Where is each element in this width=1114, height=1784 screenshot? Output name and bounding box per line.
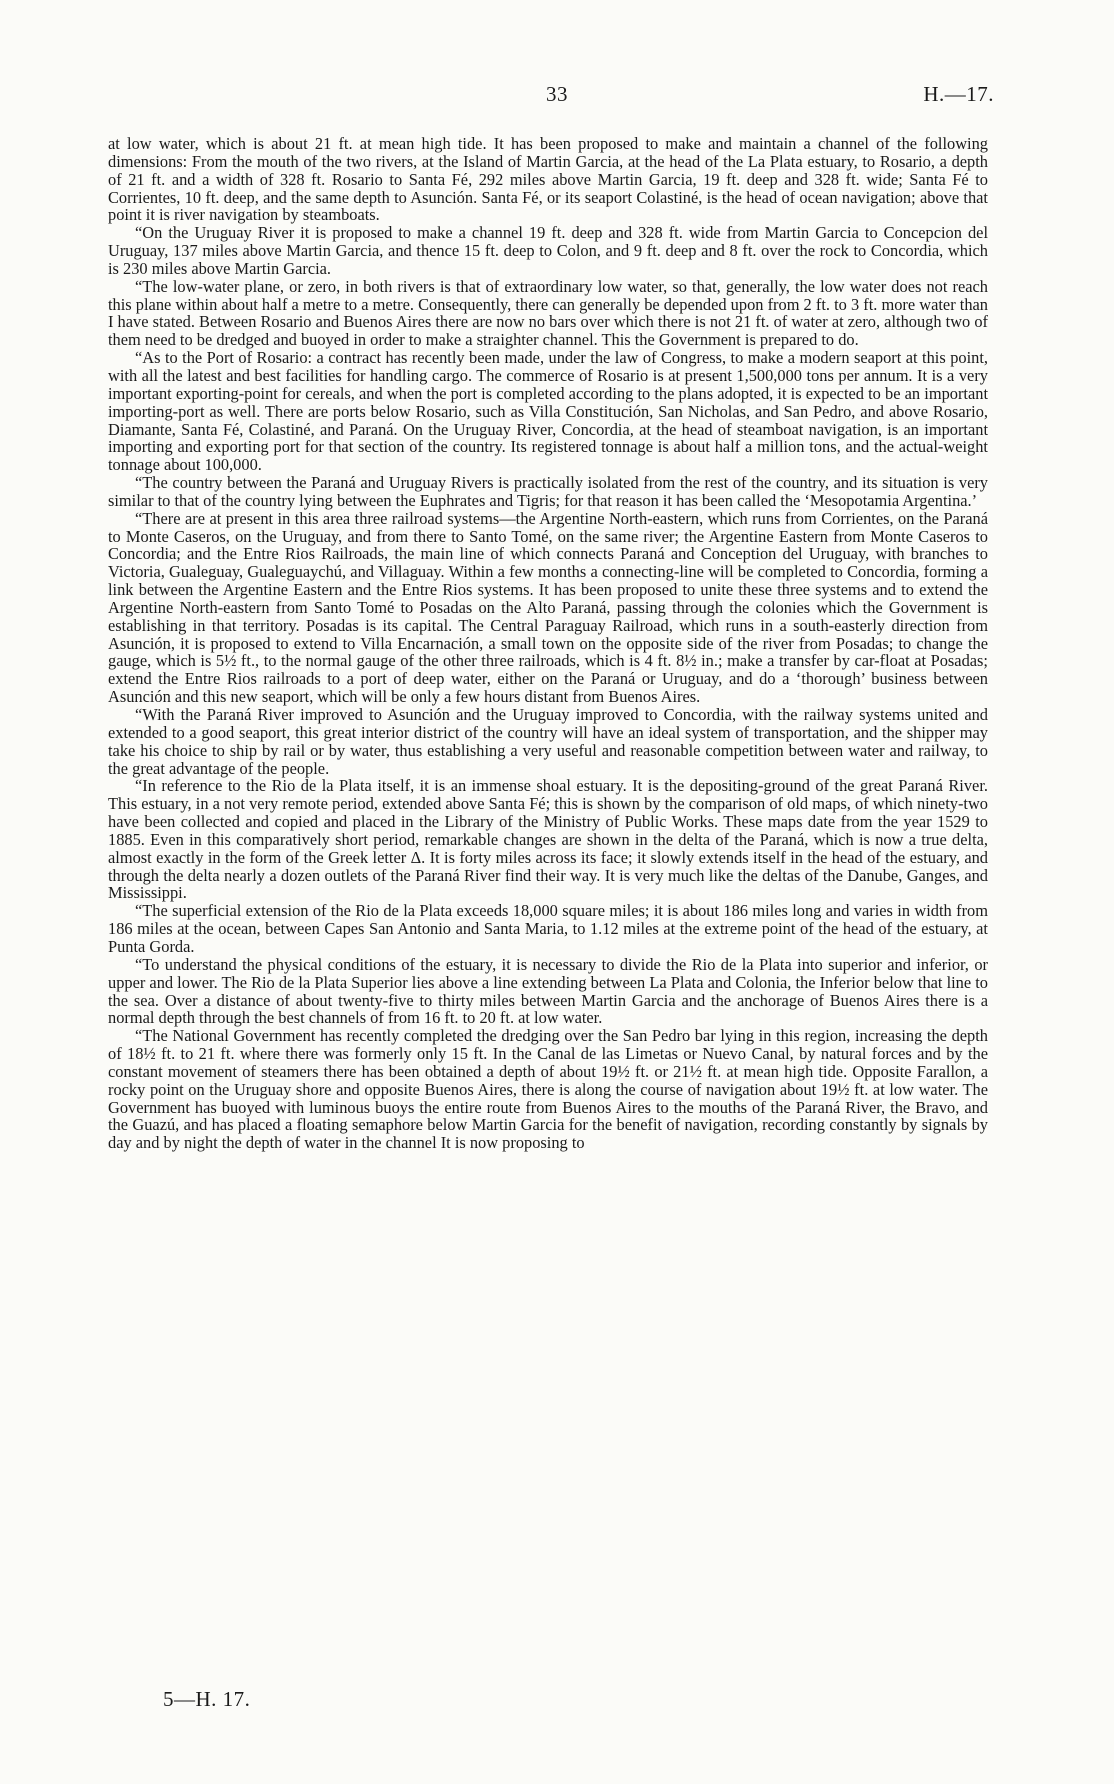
paragraph: “The National Government has recently completed the dredging over the San Pedro bar lying in this region, increasing the depth of 18½ ft. to 21 ft. where there was formerly only 15 ft. In the Canal de las Limetas or Nuevo Canal, by natural forces and by the constant movement of steamers there has been obtained a depth of about 19½ ft. or 21½ ft. at mean high tide. Opposite Farallon, a rocky point on the Uruguay shore and opposite Buenos Aires, there is along the course of navigation about 19½ ft. at low water. The Government has buoyed with luminous buoys the entire route from Buenos Aires to the mouths of the Paraná River, the Bravo, and the Guazú, and has placed a floating semaphore below Martin Garcia for the benefit of navigation, recording constantly by signals by day and by night the depth of water in the channel It is now proposing to bbox=[108, 1026, 988, 1153]
signature-mark: 5—H. 17. bbox=[163, 1687, 251, 1711]
paragraph: “The country between the Paraná and Uruguay Rivers is practically isolated from the rest of the country, and its situation is very similar to that of the country lying between the Euphrates and Tigris; for that reason it has been called the ‘Mesopotamia Argentina.’ bbox=[108, 473, 988, 510]
paragraph: “On the Uruguay River it is proposed to make a channel 19 ft. deep and 328 ft. wide from Martin Garcia to Concepcion del Uruguay, 137 miles above Martin Garcia, and thence 15 ft. deep to Colon, and 9 ft. deep and 8 ft. over the rock to Concordia, which is 230 miles above Martin Garcia. bbox=[108, 223, 988, 278]
paragraph: “With the Paraná River improved to Asunción and the Uruguay improved to Concordia, with the railway systems united and extended to a good seaport, this great interior district of the country will have an ideal system of transportation, and the shipper may take his choice to ship by rail or by water, thus establishing a very useful and reasonable competition between water and railway, to the great advantage of the people. bbox=[108, 705, 988, 778]
paragraph: “In reference to the Rio de la Plata itself, it is an immense shoal estuary. It is the depositing-ground of the great Paraná River. This estuary, in a not very remote period, extended above Santa Fé; this is shown by the comparison of old maps, of which ninety-two have been collected and copied and placed in the Library of the Ministry of Public Works. These maps date from the year 1529 to 1885. Even in this comparatively short period, remarkable changes are shown in the delta of the Paraná, which is now a true delta, almost exactly in the form of the Greek letter Δ. It is forty miles across its face; it slowly extends itself in the head of the estuary, and through the delta nearly a dozen outlets of the Paraná River find their way. It is very much like the deltas of the Danube, Ganges, and Mississippi. bbox=[108, 776, 988, 903]
document-reference: H.—17. bbox=[923, 82, 994, 106]
paragraph: “The superficial extension of the Rio de la Plata exceeds 18,000 square miles; it is about 186 miles long and varies in width from 186 miles at the ocean, between Capes San Antonio and Santa Maria, to 1.12 miles at the extreme point of the head of the estuary, at Punta Gorda. bbox=[108, 901, 988, 956]
paragraph: “There are at present in this area three railroad systems—the Argentine North-eastern, which runs from Corrientes, on the Paraná to Monte Caseros, on the Uruguay, and from there to Santo Tomé, on the same river; the Argentine Eastern from Monte Caseros to Concordia; and the Entre Rios Railroads, the main line of which connects Paraná and Conception del Uruguay, with branches to Victoria, Gualeguay, Gualeguaychú, and Villaguay. Within a few months a connecting-line will be completed to Concordia, forming a link between the Argentine Eastern and the Entre Rios systems. It has been proposed to unite these three systems and to extend the Argentine North-eastern from Santo Tomé to Posadas on the Alto Paraná, passing through the colonies which the Government is establishing in that territory. Posadas is its capital. The Central Paraguay Railroad, which runs in a south-easterly direction from Asunción, it is proposed to extend to Villa Encarnación, a small town on the opposite side of the river from Posadas; to change the gauge, which is 5½ ft., to the normal gauge of the other three railroads, which is 4 ft. 8½ in.; make a transfer by car-float at Posadas; extend the Entre Rios railroads to a port of deep water, either on the Paraná or Uruguay, and do a ‘thorough’ business between Asunción and this new seaport, which will be only a few hours distant from Buenos Aires. bbox=[108, 508, 988, 707]
paragraph: “To understand the physical conditions of the estuary, it is necessary to divide the Rio de la Plata into superior and inferior, or upper and lower. The Rio de la Plata Superior lies above a line extending between La Plata and Colonia, the Inferior below that line to the sea. Over a distance of about twenty-five to thirty miles between Martin Garcia and the anchorage of Buenos Aires there is a normal depth through the best channels of from 16 ft. to 20 ft. at low water. bbox=[108, 954, 988, 1028]
body-text bbox=[108, 135, 988, 1152]
paragraph: “As to the Port of Rosario: a contract has recently been made, under the law of Congress, to make a modern seaport at this point, with all the latest and best facilities for handling cargo. The commerce of Rosario is at present 1,500,000 tons per annum. It is a very important exporting-point for cereals, and when the port is completed according to the plans adopted, it is expected to be an important importing-port as well. There are ports below Rosario, such as Villa Constitución, San Nicholas, and San Pedro, and above Rosario, Diamante, Santa Fé, Colastiné, and Paraná. On the Uruguay River, Concordia, at the head of steamboat navigation, is an important importing and exporting port for that section of the country. Its registered tonnage is about half a million tons, and the actual-weight tonnage about 100,000. bbox=[108, 348, 988, 475]
paragraph: at low water, which is about 21 ft. at mean high tide. It has been proposed to make and maintain a channel of the following dimensions: From the mouth of the two rivers, at the Island of Martin Garcia, at the head of the La Plata estuary, to Rosario, a depth of 21 ft. and a width of 328 ft. Rosario to Santa Fé, 292 miles above Martin Garcia, 19 ft. deep and 328 ft. wide; Santa Fé to Corrientes, 10 ft. deep, and the same depth to Asunción. Santa Fé, or its seaport Colastiné, is the head of ocean navigation; above that point it is river navigation by steamboats. bbox=[108, 134, 988, 225]
page-number: 33 bbox=[546, 82, 568, 106]
paragraph: “The low-water plane, or zero, in both rivers is that of extraordinary low water, so that, generally, the low water does not reach this plane within about half a metre to a metre. Consequently, there can generally be depended upon from 2 ft. to 3 ft. more water than I have stated. Between Rosario and Buenos Aires there are now no bars over which there is not 21 ft. of water at zero, although two of them need to be dredged and buoyed in order to make a straighter channel. This the Government is prepared to do. bbox=[108, 276, 988, 350]
